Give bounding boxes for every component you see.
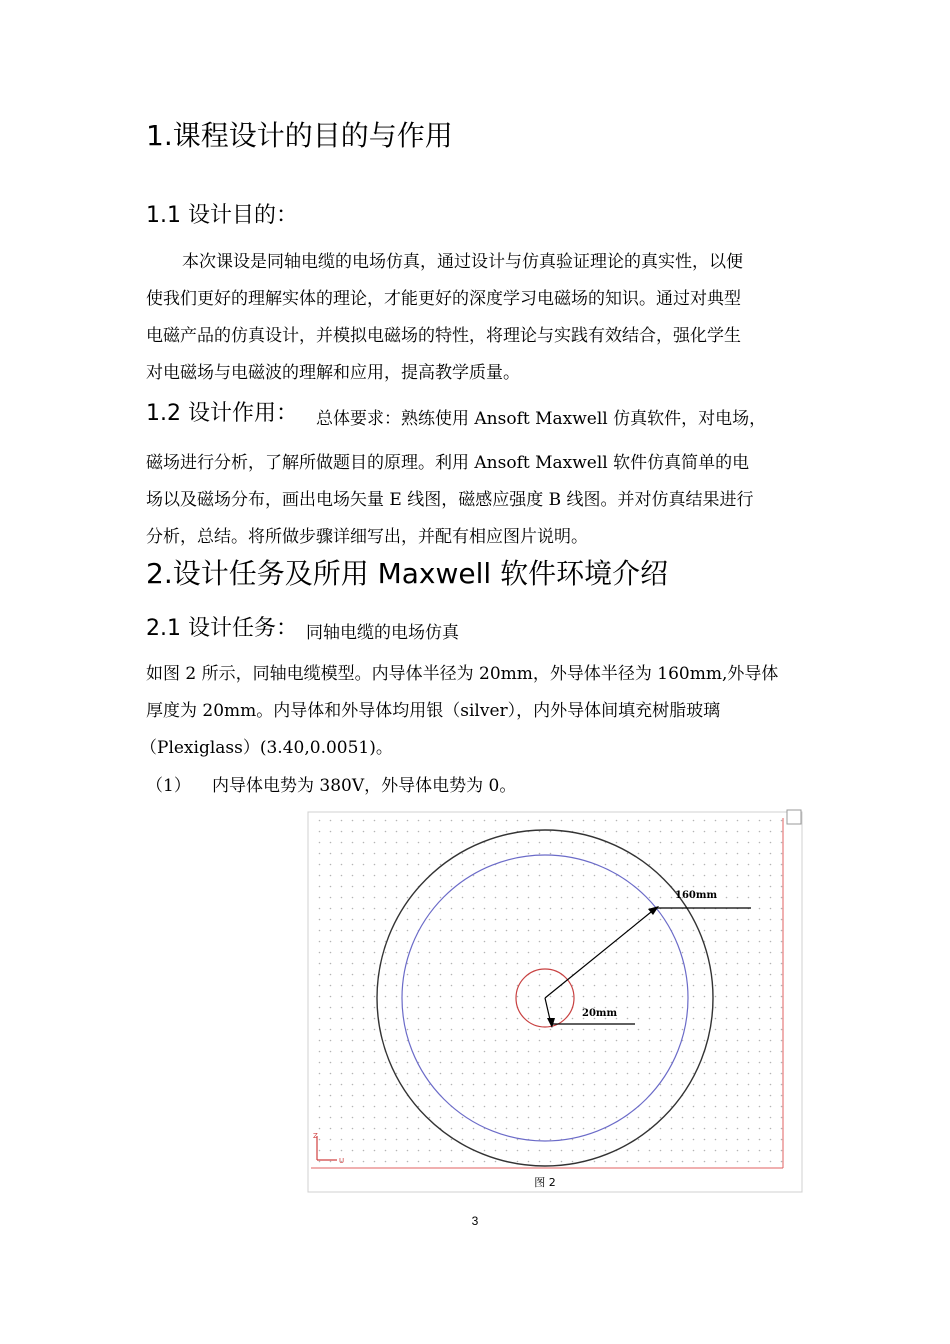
paragraph-line: （Plexiglass）(3.40,0.0051)。	[140, 738, 393, 758]
paragraph-line: 分析，总结。将所做步骤详细写出，并配有相应图片说明。	[146, 527, 588, 547]
paragraph-line: 本次课设是同轴电缆的电场仿真，通过设计与仿真验证理论的真实性，以便	[182, 252, 743, 272]
list-item-text: 内导体电势为 380V，外导体电势为 0。	[212, 776, 517, 796]
paragraph-line: 电磁产品的仿真设计，并模拟电磁场的特性，将理论与实践有效结合，强化学生	[146, 326, 741, 346]
coaxial-cable-figure	[307, 808, 803, 1194]
section-2-1-title: 2.1 设计任务：	[146, 616, 298, 641]
axis-x-label: U	[339, 1157, 345, 1165]
section-1-1-title: 1.1 设计目的：	[146, 203, 298, 228]
paragraph-line: 如图 2 所示，同轴电缆模型。内导体半径为 20mm，外导体半径为 160mm,外导体	[146, 664, 779, 684]
paragraph-line: 对电磁场与电磁波的理解和应用，提高教学质量。	[146, 363, 520, 383]
paragraph-line: 总体要求：熟练使用 Ansoft Maxwell 仿真软件，对电场，	[316, 409, 767, 429]
paragraph-line: 场以及磁场分布，画出电场矢量 E 线图，磁感应强度 B 线图。并对仿真结果进行	[146, 490, 754, 510]
paragraph-line: 使我们更好的理解实体的理论，才能更好的深度学习电磁场的知识。通过对典型	[146, 289, 741, 309]
coaxial-cable-diagram	[307, 808, 803, 1194]
paragraph-line: 磁场进行分析，了解所做题目的原理。利用 Ansoft Maxwell 软件仿真简单的电	[146, 453, 750, 473]
section-2-title: 2.设计任务及所用 Maxwell 软件环境介绍	[146, 557, 669, 590]
corner-mark	[787, 810, 801, 824]
paragraph-line: 厚度为 20mm。内导体和外导体均用银（silver），内外导体间填充树脂玻璃	[146, 701, 721, 721]
section-1-title: 1.课程设计的目的与作用	[146, 119, 453, 152]
outer-radius-label: 160mm	[675, 890, 718, 901]
figure-caption: 图 2	[534, 1176, 556, 1189]
inner-radius-label: 20mm	[582, 1008, 618, 1019]
section-1-2-title: 1.2 设计作用：	[146, 401, 298, 426]
page-number: 3	[471, 1214, 479, 1228]
paragraph-line: 同轴电缆的电场仿真	[306, 623, 459, 643]
list-item-number: （1）	[146, 776, 191, 796]
axis-y-label: Z	[313, 1132, 318, 1140]
